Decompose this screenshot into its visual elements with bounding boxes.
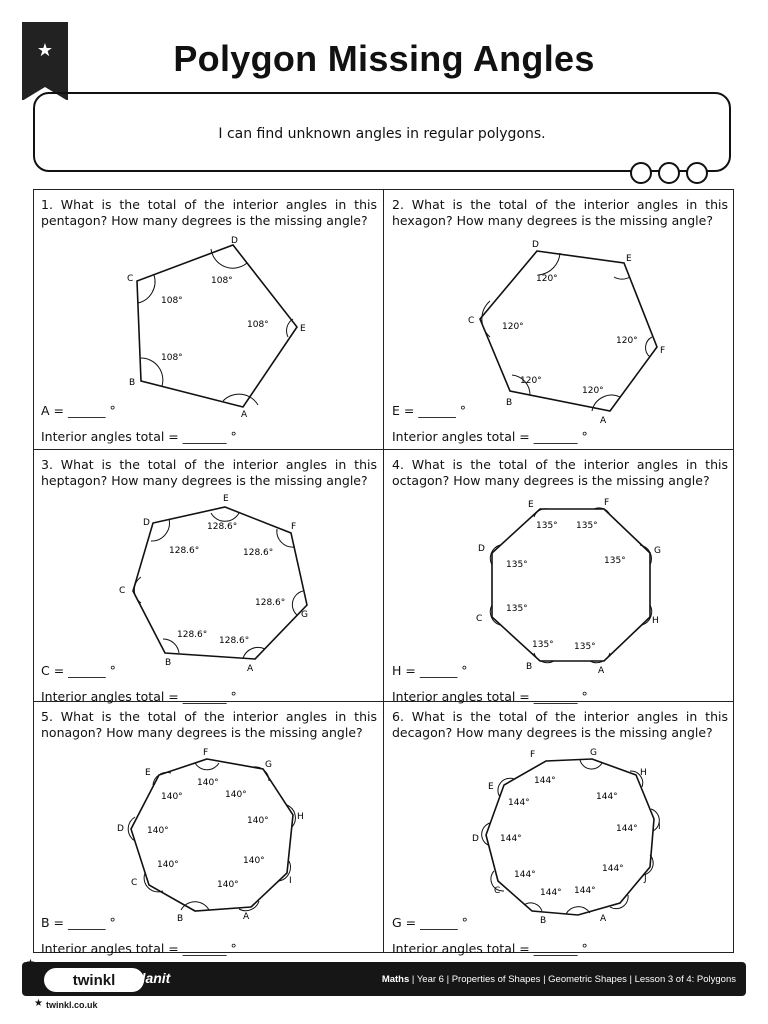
- answer-line[interactable]: C = ______ °: [41, 663, 116, 678]
- angle-label: 128.6°: [207, 522, 238, 532]
- angle-label: 120°: [582, 386, 604, 396]
- vertex-label: F: [530, 750, 536, 760]
- question-text: 1. What is the total of the interior angles in this pentagon? How many degrees is the missing angle?: [41, 197, 377, 228]
- vertex-label: I: [289, 876, 292, 886]
- question-3: [33, 449, 383, 704]
- answer-line[interactable]: E = ______ °: [392, 403, 467, 418]
- angle-label: 140°: [197, 778, 219, 788]
- answer-line[interactable]: G = ______ °: [392, 915, 468, 930]
- angle-label: 135°: [536, 521, 558, 531]
- angle-label: 108°: [247, 320, 269, 330]
- question-text: 3. What is the total of the interior angles in this heptagon? How many degrees is the missing angle?: [41, 457, 377, 488]
- star-icon: ★: [26, 958, 35, 969]
- angle-label: 120°: [502, 322, 524, 332]
- angle-label: 108°: [161, 296, 183, 306]
- question-5: [33, 701, 383, 956]
- vertex-label: A: [600, 914, 607, 924]
- star-icon: ★: [36, 40, 54, 61]
- vertex-label: B: [540, 916, 547, 926]
- subject: Maths: [381, 974, 410, 985]
- angle-label: 135°: [532, 640, 554, 650]
- vertex-label: B: [526, 662, 533, 672]
- angle-label: 128.6°: [169, 546, 200, 556]
- vertex-label: I: [658, 822, 661, 832]
- vertex-label: D: [532, 240, 539, 250]
- question-1: [33, 189, 383, 444]
- vertex-label: E: [300, 324, 306, 334]
- question-2: [384, 189, 734, 444]
- vertex-label: E: [488, 782, 494, 792]
- vertex-label: H: [297, 812, 304, 822]
- vertex-label: D: [143, 518, 150, 528]
- heptagon-diagram: [93, 493, 333, 673]
- brand-name: twinkl: [72, 972, 116, 989]
- vertex-label: H: [640, 768, 647, 778]
- angle-label: 144°: [514, 870, 536, 880]
- angle-label: 144°: [500, 834, 522, 844]
- vertex-label: E: [528, 500, 534, 510]
- angle-label: 135°: [506, 604, 528, 614]
- vertex-label: F: [660, 346, 666, 356]
- vertex-label: A: [247, 664, 254, 674]
- total-line[interactable]: Interior angles total = _______ °: [41, 941, 237, 956]
- question-text: 5. What is the total of the interior angles in this nonagon? How many degrees is the missing angle?: [41, 709, 377, 740]
- question-4: [384, 449, 734, 704]
- vertex-label: C: [468, 316, 475, 326]
- pentagon-diagram: [93, 233, 333, 420]
- question-text: 6. What is the total of the interior angles in this decagon? How many degrees is the missing angle?: [392, 709, 728, 740]
- angle-label: 120°: [536, 274, 558, 284]
- total-line[interactable]: Interior angles total = _______ °: [41, 429, 237, 444]
- angle-label: 135°: [506, 560, 528, 570]
- angle-label: 144°: [602, 864, 624, 874]
- angle-label: 128.6°: [219, 636, 250, 646]
- vertex-label: D: [478, 544, 485, 554]
- question-text: 4. What is the total of the interior angles in this octagon? How many degrees is the missing angle?: [392, 457, 728, 488]
- angle-label: 140°: [157, 860, 179, 870]
- vertex-label: D: [231, 236, 238, 246]
- decagon-diagram: [444, 745, 684, 925]
- answer-line[interactable]: H = ______ °: [392, 663, 468, 678]
- vertex-label: A: [241, 410, 248, 420]
- vertex-label: B: [165, 658, 172, 668]
- vertex-label: C: [131, 878, 138, 888]
- hexagon-diagram: [444, 233, 684, 426]
- vertex-label: E: [626, 254, 632, 264]
- vertex-label: G: [301, 610, 308, 620]
- angle-label: 120°: [616, 336, 638, 346]
- question-text: 2. What is the total of the interior angles in this hexagon? How many degrees is the missing angle?: [392, 197, 728, 228]
- vertex-label: F: [604, 498, 610, 508]
- total-line[interactable]: Interior angles total = _______ °: [392, 429, 588, 444]
- vertex-label: C: [119, 586, 126, 596]
- angle-label: 140°: [247, 816, 269, 826]
- vertex-label: E: [223, 494, 229, 504]
- angle-label: 108°: [211, 276, 233, 286]
- angle-label: 128.6°: [243, 548, 274, 558]
- vertex-label: F: [291, 522, 297, 532]
- total-line[interactable]: Interior angles total = _______ °: [392, 941, 588, 956]
- answer-line[interactable]: B = ______ °: [41, 915, 116, 930]
- answer-line[interactable]: A = ______ °: [41, 403, 116, 418]
- total-line[interactable]: Interior angles total = _______ °: [392, 689, 588, 704]
- angle-label: 135°: [576, 521, 598, 531]
- vertex-label: E: [145, 768, 151, 778]
- vertex-label: G: [654, 546, 661, 556]
- website[interactable]: twinkl.co.uk: [46, 1000, 98, 1010]
- breadcrumb: [382, 974, 736, 985]
- breadcrumb-path: | Year 6 | Properties of Shapes | Geometric Shapes | Lesson 3 of 4: Polygons: [411, 974, 736, 985]
- angle-label: 128.6°: [255, 598, 286, 608]
- angle-label: 140°: [243, 856, 265, 866]
- vertex-label: A: [598, 666, 605, 676]
- angle-label: 135°: [604, 556, 626, 566]
- octagon-diagram: [444, 493, 684, 676]
- angle-label: 135°: [574, 642, 596, 652]
- angle-label: 140°: [217, 880, 239, 890]
- page-title: Polygon Missing Angles: [173, 38, 595, 79]
- angle-label: 144°: [596, 792, 618, 802]
- total-line[interactable]: Interior angles total = _______ °: [41, 689, 237, 704]
- angle-label: 144°: [574, 886, 596, 896]
- vertex-label: A: [600, 416, 607, 426]
- vertex-label: C: [494, 886, 501, 896]
- angle-label: 120°: [520, 376, 542, 386]
- vertex-label: G: [265, 760, 272, 770]
- angle-label: 144°: [540, 888, 562, 898]
- angle-label: 144°: [508, 798, 530, 808]
- angle-label: 144°: [534, 776, 556, 786]
- vertex-label: G: [590, 748, 597, 758]
- nonagon-diagram: [93, 745, 333, 925]
- angle-label: 128.6°: [177, 630, 208, 640]
- angle-label: 140°: [161, 792, 183, 802]
- vertex-label: C: [127, 274, 134, 284]
- star-icon: ★: [34, 998, 43, 1009]
- vertex-label: J: [644, 874, 647, 884]
- vertex-label: B: [177, 914, 184, 924]
- question-6: [384, 701, 734, 956]
- angle-label: 140°: [225, 790, 247, 800]
- vertex-label: D: [117, 824, 124, 834]
- vertex-label: D: [472, 834, 479, 844]
- angle-label: 140°: [147, 826, 169, 836]
- angle-label: 108°: [161, 353, 183, 363]
- vertex-label: H: [652, 616, 659, 626]
- vertex-label: B: [506, 398, 513, 408]
- objective-text: I can find unknown angles in regular polygons.: [218, 126, 546, 142]
- angle-label: 144°: [616, 824, 638, 834]
- vertex-label: C: [476, 614, 483, 624]
- product-name: planit: [133, 970, 171, 986]
- vertex-label: A: [243, 912, 250, 922]
- vertex-label: B: [129, 378, 136, 388]
- objective-box: [33, 92, 731, 172]
- vertex-label: F: [203, 748, 209, 758]
